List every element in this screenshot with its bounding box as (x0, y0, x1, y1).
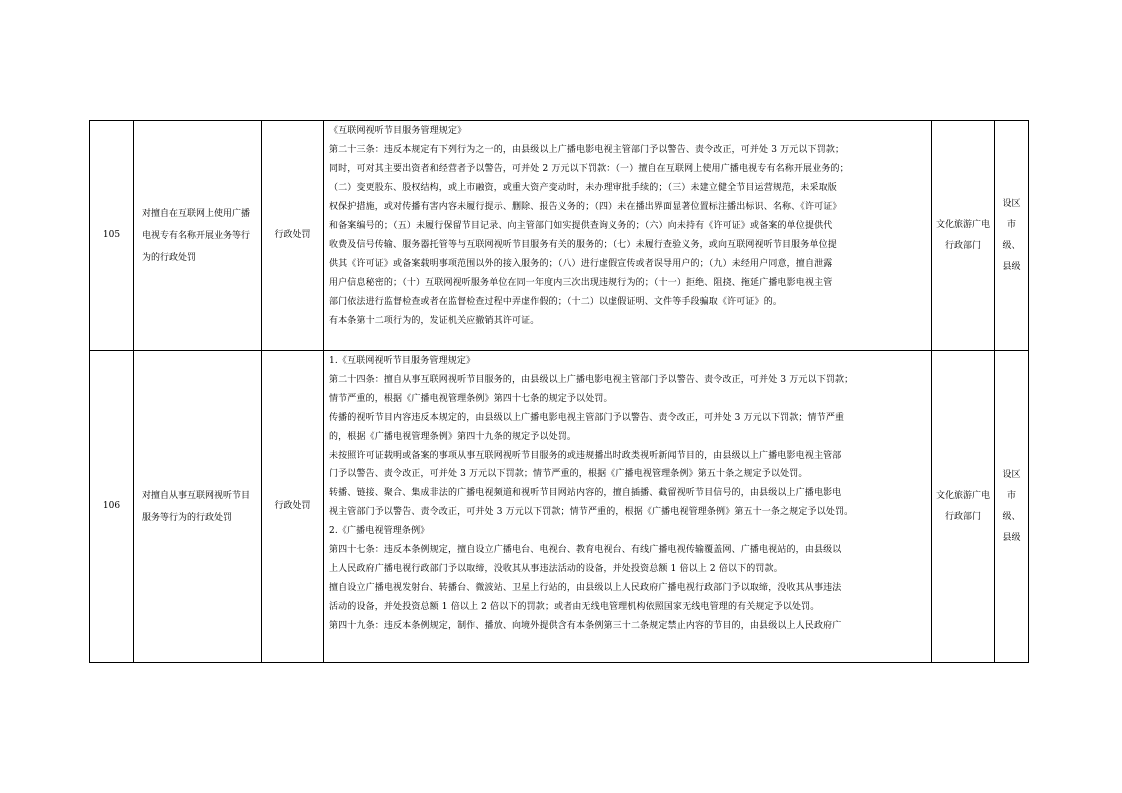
item-type: 行政处罚 (262, 351, 324, 663)
basis-line: 门予以警告、责令改正，可并处 3 万元以下罚款；情节严重的，根据《广播电视管理条例》第五十条之规定予以处罚。 (329, 469, 808, 480)
basis-line: 第四十九条：违反本条例规定，制作、播放、向境外提供含有本条例第三十二条规定禁止内容的节目的，由县级以上人民政府广 (329, 620, 842, 631)
item-number: 106 (90, 351, 134, 663)
basis-line: 收费及信号传输、服务器托管等与互联网视听节目服务有关的服务的；（七）未履行查验义务，或向互联网视听节目服务单位提 (329, 240, 837, 250)
basis-line: 的，根据《广播电视管理条例》第四十九条的规定予以处罚。 (329, 431, 577, 442)
basis-line: 情节严重的，根据《广播电视管理条例》第四十七条的规定予以处罚。 (329, 393, 613, 404)
item-number: 105 (90, 121, 134, 351)
table-row (90, 121, 1029, 351)
basis-line: 第二十三条：违反本规定有下列行为之一的，由县级以上广播电影电视主管部门予以警告、责令改正，可并处 3 万元以下罚款； (329, 145, 845, 155)
basis-line: 2.《广播电视管理条例》 (329, 526, 430, 537)
responsible-department: 文化旅游广电行政部门 (932, 351, 995, 663)
responsible-department: 文化旅游广电行政部门 (932, 121, 995, 351)
basis-line: 1.《互联网视听节目服务管理规定》 (329, 356, 476, 366)
basis-line: 未按照许可证载明或备案的事项从事互联网视听节目服务的或违规播出时政类视听新闻节目的，由县级以上广播电影电视主管部 (329, 450, 842, 461)
item-type: 行政处罚 (262, 121, 324, 351)
item-name: 对擅自在互联网上使用广播电视专有名称开展业务等行为的行政处罚 (134, 121, 262, 351)
basis-line: （二）变更股东、股权结构，或上市融资，或重大资产变动时，未办理审批手续的；（三）未建立健全节目运营规范，未采取版 (329, 183, 837, 193)
basis-line: 供其《许可证》或备案载明事项范围以外的接入服务的；（八）进行虚假宣传或者误导用户的；（九）未经用户同意，擅自泄露 (329, 259, 833, 269)
basis-line: 有本条第十二项行为的，发证机关应撤销其许可证。 (329, 316, 540, 326)
basis-line: 擅自设立广播电视发射台、转播台、微波站、卫星上行站的，由县级以上人民政府广播电视行政部门予以取缔，没收其从事违法 (329, 582, 842, 593)
basis-line: 传播的视听节目内容违反本规定的，由县级以上广播电影电视主管部门予以警告、责令改正，可并处 3 万元以下罚款；情节严重 (329, 412, 845, 423)
legal-basis (324, 121, 932, 351)
legal-basis (324, 351, 932, 663)
item-name: 对擅自从事互联网视听节目服务等行为的行政处罚 (134, 351, 262, 663)
table-row (90, 351, 1029, 663)
basis-line: 转播、链接、聚合、集成非法的广播电视频道和视听节目网站内容的，擅自插播、截留视听节目信号的，由县级以上广播电影电 (329, 488, 842, 499)
basis-line: 和备案编号的；（五）未履行保留节目记录、向主管部门如实提供查询义务的；（六）向未持有《许可证》或备案的单位提供代 (329, 221, 833, 231)
basis-line: 《互联网视听节目服务管理规定》 (329, 126, 467, 136)
enforcement-items-table (89, 120, 1029, 663)
enforcement-level: 设区市级、县级 (995, 351, 1029, 663)
basis-line: 权保护措施，或对传播有害内容未履行提示、删除、报告义务的；（四）未在播出界面显著位置标注播出标识、名称、《许可证》 (329, 202, 842, 212)
basis-line: 上人民政府广播电视行政部门予以取缔，没收其从事违法活动的设备，并处投资总额 1 倍以上 2 倍以下的罚款。 (329, 563, 783, 574)
basis-line: 同时，可对其主要出资者和经营者予以警告，可并处 2 万元以下罚款：（一）擅自在互联网上使用广播电视专有名称开展业务的； (329, 164, 849, 174)
basis-line: 第二十四条：擅自从事互联网视听节目服务的，由县级以上广播电影电视主管部门予以警告、责令改正，可并处 3 万元以下罚款； (329, 374, 854, 385)
enforcement-level: 设区市级、县级 (995, 121, 1029, 351)
basis-line: 视主管部门予以警告、责令改正，可并处 3 万元以下罚款；情节严重的，根据《广播电视管理条例》第五十一条之规定予以处罚。 (329, 507, 854, 518)
basis-line: 活动的设备，并处投资总额 1 倍以上 2 倍以下的罚款；或者由无线电管理机构依照国家无线电管理的有关规定予以处罚。 (329, 601, 820, 612)
basis-line: 用户信息秘密的；（十）互联网视听服务单位在同一年度内三次出现违规行为的；（十一）拒绝、阻挠、拖延广播电影电视主管 (329, 278, 833, 288)
basis-line: 部门依法进行监督检查或者在监督检查过程中弄虚作假的；（十二）以虚假证明、文件等手段骗取《许可证》的。 (329, 297, 783, 307)
basis-line: 第四十七条：违反本条例规定，擅自设立广播电台、电视台、教育电视台、有线广播电视传输覆盖网、广播电视站的，由县级以 (329, 545, 842, 556)
